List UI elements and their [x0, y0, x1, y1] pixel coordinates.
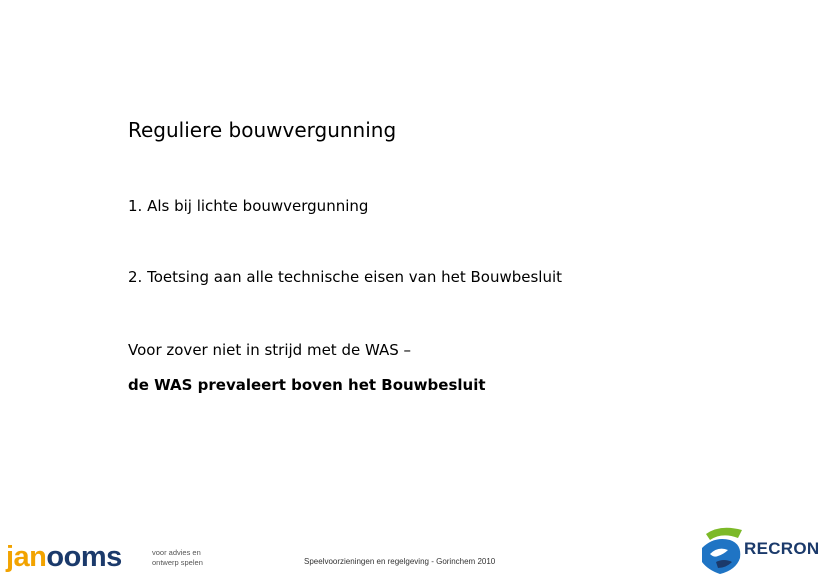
- logo-part-ooms: ooms: [46, 541, 122, 573]
- recron-wordmark: RECRON: [744, 539, 820, 558]
- footer-caption: Speelvoorzieningen en regelgeving - Gorinchem 2010: [304, 557, 496, 566]
- janooms-tagline: voor advies en ontwerp spelen: [152, 548, 203, 567]
- recron-emblem-icon: [700, 524, 746, 576]
- janooms-logo: [6, 540, 136, 574]
- point-2: 2. Toetsing aan alle technische eisen van het Bouwbesluit: [128, 268, 563, 286]
- recron-logo: [700, 524, 822, 576]
- logo-part-jan: jan: [6, 541, 47, 573]
- note-line: Voor zover niet in strijd met de WAS –: [128, 341, 412, 359]
- point-1: 1. Als bij lichte bouwvergunning: [128, 197, 369, 215]
- slide-title: Reguliere bouwvergunning: [128, 118, 397, 142]
- note-conclusion: de WAS prevaleert boven het Bouwbesluit: [128, 376, 486, 394]
